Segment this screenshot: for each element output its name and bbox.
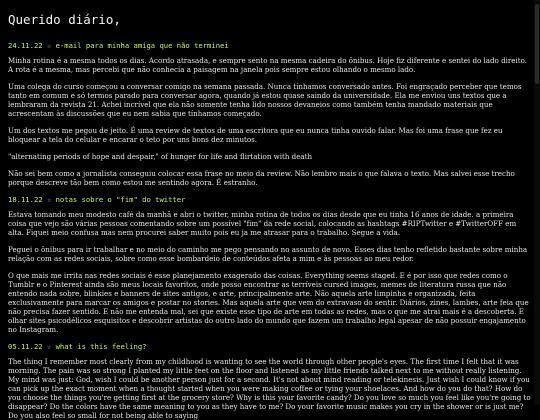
entry-paragraph: Um dos textos me pegou de jeito. É uma review de textos de uma escritora que eu nunca tinha ouvido falar. Mas foi uma frase que fez eu bloquear a tela do celular e encarar o teto por uns bons dez minutos. — [8, 126, 503, 144]
entry-paragraph: Uma colega do curso começou a conversar comigo na semana passada. Nunca tínhamos conversado antes. Foi engraçado perceber que temos tanto em comum e só termos parado para conversar agora, quando já estou quase saindo da universidade. Ela me enviou uns textos que a lembraram da revista 21. Achei incrível que ela não somente tenha lido nossos devaneios como também tenha mandado materiais que acrescentam às discussões que eu nem sabia que tínhamos começado. — [8, 82, 522, 118]
entry-paragraph: O que mais me irrita nas redes sociais é esse planejamento exagerado das coisas. Everything seems staged. E é por isso que redes como o Tumblr e o Pinterest ainda são meus locais favoritos, onde posso encontrar as terríveis cursed images, memes de literatura russa que não entendo nada sobre, blinkies e banners de sites antigos, e arte, principalmente arte. Não aquela arte limpinha e organizada, feita exclusivamente para marcar os amigos e postar no stories. Mas aquela arte que vem do extravaso do sentir. Diários, zines, lambes, arte feia que não precisa fazer sentido. E não me entenda mal, sei que existe esse tipo de arte em todas as redes, mas o que me atrai mais é a descoberta. E olhar sites psicodélicos esquisitos e descobrir artistas do outro lado do mundo que fazem um trabalho legal apesar de não possuir engajamento no Instagram. — [8, 271, 529, 334]
diary-entry — [8, 342, 532, 420]
entry-paragraph: Peguei o ônibus para ir trabalhar e no meio do caminho me pego pensando no assunto de novo. Esses dias tenho refletido bastante sobre minha relação com as redes sociais, sobre como esse bombardeio de conteúdos afeta a mim e às pessoas ao meu redor. — [8, 245, 528, 263]
entry-heading: 18.11.22 ☆ notas sobre o "fim" do twitter — [8, 195, 186, 204]
entry-quote: "alternating periods of hope and despair," of hunger for life and flirtation with death — [8, 152, 313, 161]
vertical-scrollbar[interactable] — [534, 0, 540, 405]
entry-heading: 05.11.22 ☆ what is this feeling? — [8, 342, 147, 351]
entry-paragraph: Minha rotina é a mesma todos os dias. Acordo atrasada, e sempre sento na mesma cadeira do ônibus. Hoje fiz diferente e sentei do lado direito. A rota é a mesma, mas percebi que não conhecia a paisagem na janela pois sempre estou olhando o mesmo lado. — [8, 56, 528, 74]
page-title: Querido diário, — [8, 12, 121, 27]
scrollbar-thumb[interactable] — [535, 4, 539, 84]
diary-entry — [8, 195, 532, 334]
entry-paragraph: The thing I remember most clearly from my childhood is wanting to see the world through other people's eyes. The first time I felt that it was morning. The pain was so strong I planted my little feet on the floor and listened as my little friends talked next to me without really listening. My mind was just: God, wish I could be another person just for a second. It's not about mind reading or telekinesis. Just wish I could know if you can pick up the exact moment when a thought started when you were making coffee or tying your shoelaces. And how do you do that? How do you choose the things you're getting first at the grocery store? Why is this your favorite candy? Do you love so much you feel like you're going to disappear? Do the colors have the same meaning to you as they have to me? Do your favorite music makes you cry in the shower or is just me? Do you also feel so small for not being able to saying — [8, 357, 531, 420]
diary-entry — [8, 41, 532, 187]
entry-heading: 24.11.22 ☆ e-mail para minha amiga que não terminei — [8, 41, 229, 50]
entry-paragraph: Estava tomando meu modesto café da manhã e abri o twitter, minha rotina de todos os dias desde que eu tinha 16 anos de idade. a primeira coisa que vejo são várias pessoas comentando sobre um possível "fim" da rede social, colocando as hashtags #RIPTwitter e #TwitterOFF em alta. Fiquei meio confusa mas nem procurei saber muito pois eu ja me atrasar para o trabalho. Segue a vida. — [8, 210, 517, 237]
entry-paragraph: Não sei bem como a jornalista conseguiu colocar essa frase no meio da review. Não lembro mais o que falava o texto. Mas salvei esse trecho porque descreve tão bem como estou me sentindo agora. É estranho. — [8, 169, 515, 187]
